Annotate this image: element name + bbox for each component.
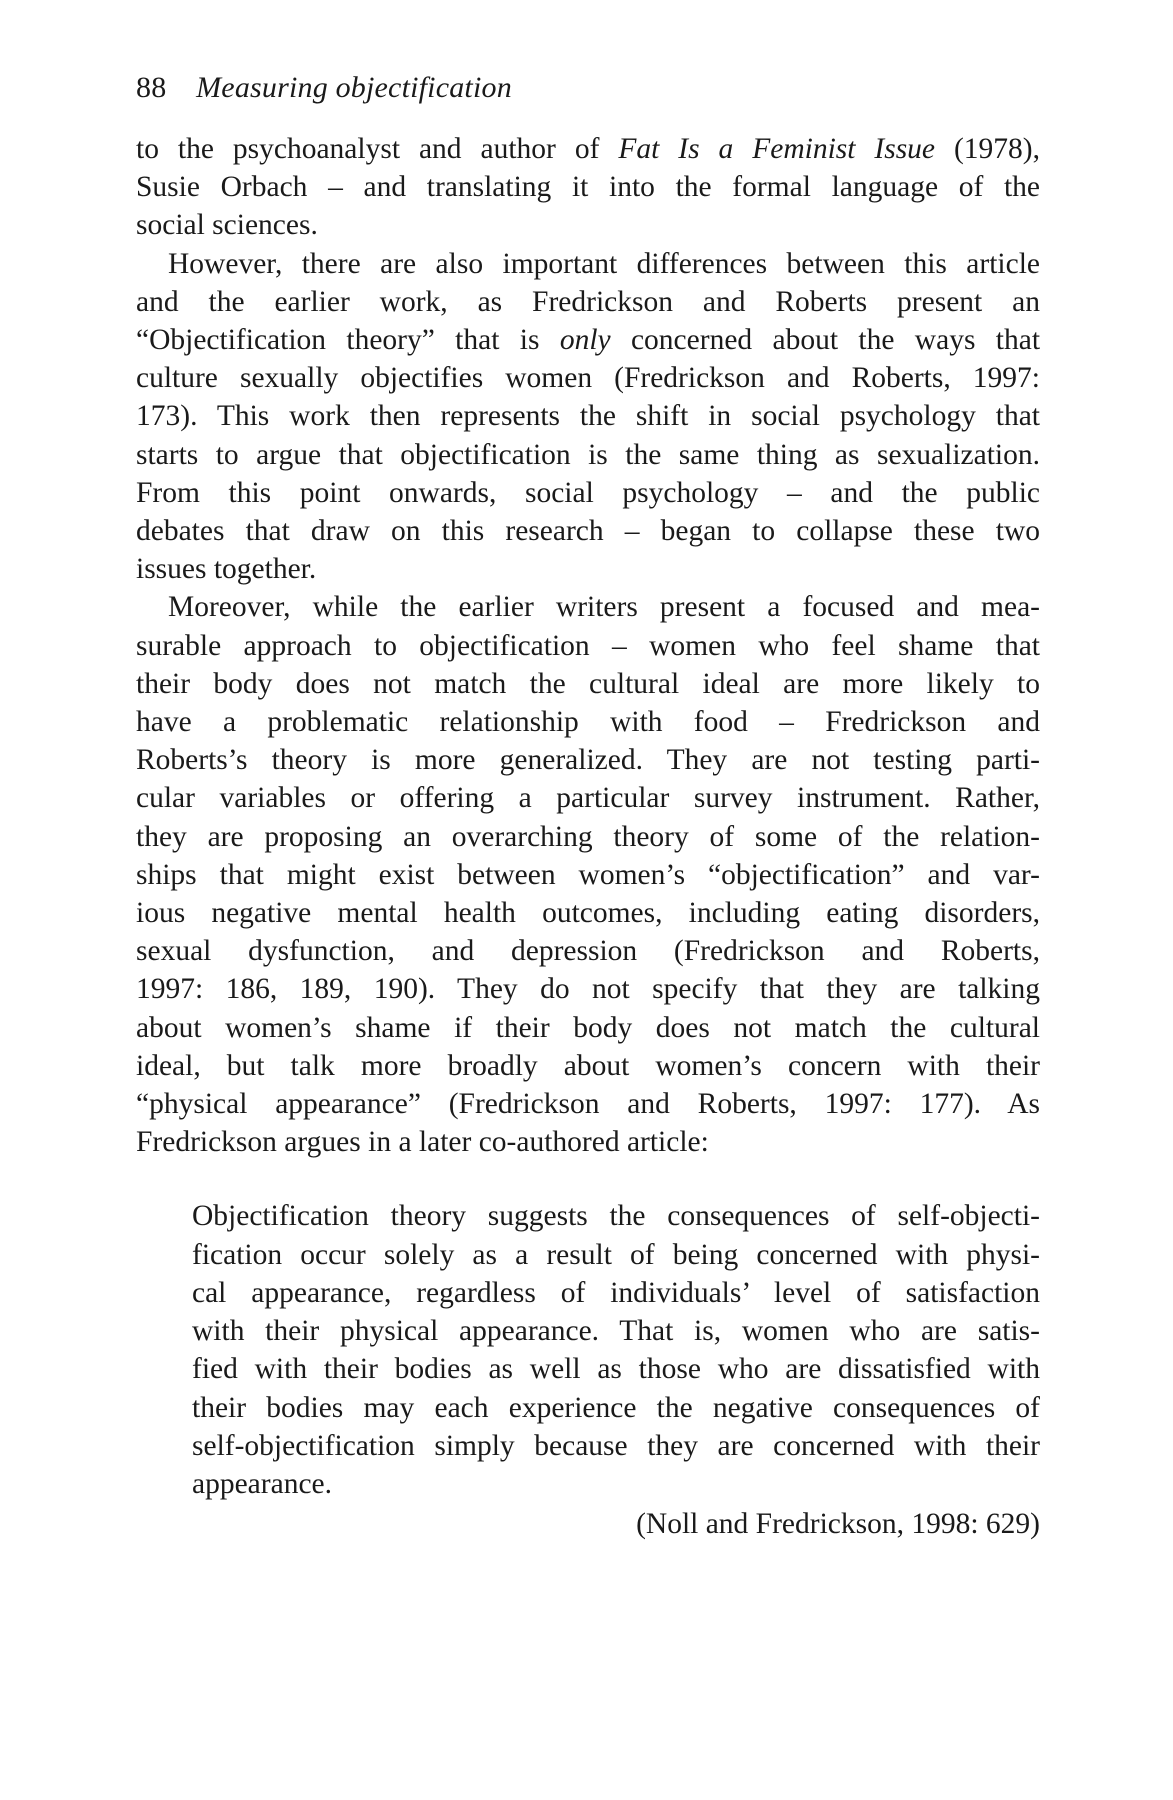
quote-line: Objectification theory suggests the consequences of self-objecti- (192, 1200, 1040, 1233)
text-line: they are proposing an overarching theory of some of the relation- (136, 820, 1040, 853)
text-line: However, there are also important differences between this article (168, 247, 1040, 280)
body-text (136, 130, 1040, 1161)
text-line: ships that might exist between women’s “objectification” and var- (136, 858, 1040, 891)
running-header (136, 70, 1040, 106)
text-line: their body does not match the cultural ideal are more likely to (136, 667, 1040, 700)
quote-line: self-objectification simply because they are concerned with their (192, 1429, 1040, 1462)
text-line: 173). This work then represents the shift in social psychology that (136, 400, 1040, 433)
running-title: Measuring objectification (196, 71, 512, 104)
text-line: ious negative mental health outcomes, including eating disorders, (136, 897, 1040, 930)
text-line: cular variables or offering a particular survey instrument. Rather, (136, 782, 1040, 815)
quote-line: cal appearance, regardless of individuals’ level of satisfaction (192, 1276, 1040, 1309)
text-line: about women’s shame if their body does not match the cultural (136, 1011, 1040, 1044)
quote-line: with their physical appearance. That is, women who are satis- (192, 1315, 1040, 1348)
book-page (136, 70, 1040, 1543)
text-line: have a problematic relationship with food – Fredrickson and (136, 706, 1040, 739)
quote-line: fication occur solely as a result of being concerned with physi- (192, 1238, 1040, 1271)
paragraph (136, 588, 1040, 1161)
paragraph (136, 245, 1040, 589)
text-line: “physical appearance” (Fredrickson and Roberts, 1997: 177). As (136, 1088, 1040, 1121)
text-line: Moreover, while the earlier writers present a focused and mea- (168, 591, 1040, 624)
text-line: 1997: 186, 189, 190). They do not specify that they are talking (136, 973, 1040, 1006)
quote-line: appearance. (192, 1467, 333, 1500)
text-line: surable approach to objectification – women who feel shame that (136, 629, 1040, 662)
text-line: issues together. (136, 553, 317, 586)
page-number: 88 (136, 71, 167, 104)
text-line: and the earlier work, as Fredrickson and Roberts present an (136, 285, 1040, 318)
text-line: social sciences. (136, 209, 318, 242)
text-line: Fredrickson argues in a later co-authored article: (136, 1126, 709, 1159)
text-line: sexual dysfunction, and depression (Fredrickson and Roberts, (136, 935, 1040, 968)
quote-citation: (Noll and Fredrickson, 1998: 629) (636, 1508, 1040, 1541)
text-line: to the psychoanalyst and author of Fat Is a Feminist Issue (1978), (136, 133, 1041, 165)
text-line: starts to argue that objectification is the same thing as sexualization. (136, 438, 1040, 471)
paragraph (136, 130, 1040, 245)
text-line: Roberts’s theory is more generalized. They are not testing parti- (136, 744, 1040, 777)
block-quote (136, 1197, 1040, 1503)
text-line: Susie Orbach – and translating it into the formal language of the (136, 171, 1040, 204)
quote-line: fied with their bodies as well as those who are dissatisfied with (192, 1353, 1040, 1386)
text-line: ideal, but talk more broadly about women’s concern with their (136, 1049, 1040, 1082)
text-line: debates that draw on this research – began to collapse these two (136, 515, 1040, 548)
quote-line: their bodies may each experience the negative consequences of (192, 1391, 1040, 1424)
text-line: “Objectification theory” that is only concerned about the ways that (136, 324, 1041, 357)
text-line: culture sexually objectifies women (Fredrickson and Roberts, 1997: (136, 362, 1040, 395)
text-line: From this point onwards, social psychology – and the public (136, 476, 1040, 509)
